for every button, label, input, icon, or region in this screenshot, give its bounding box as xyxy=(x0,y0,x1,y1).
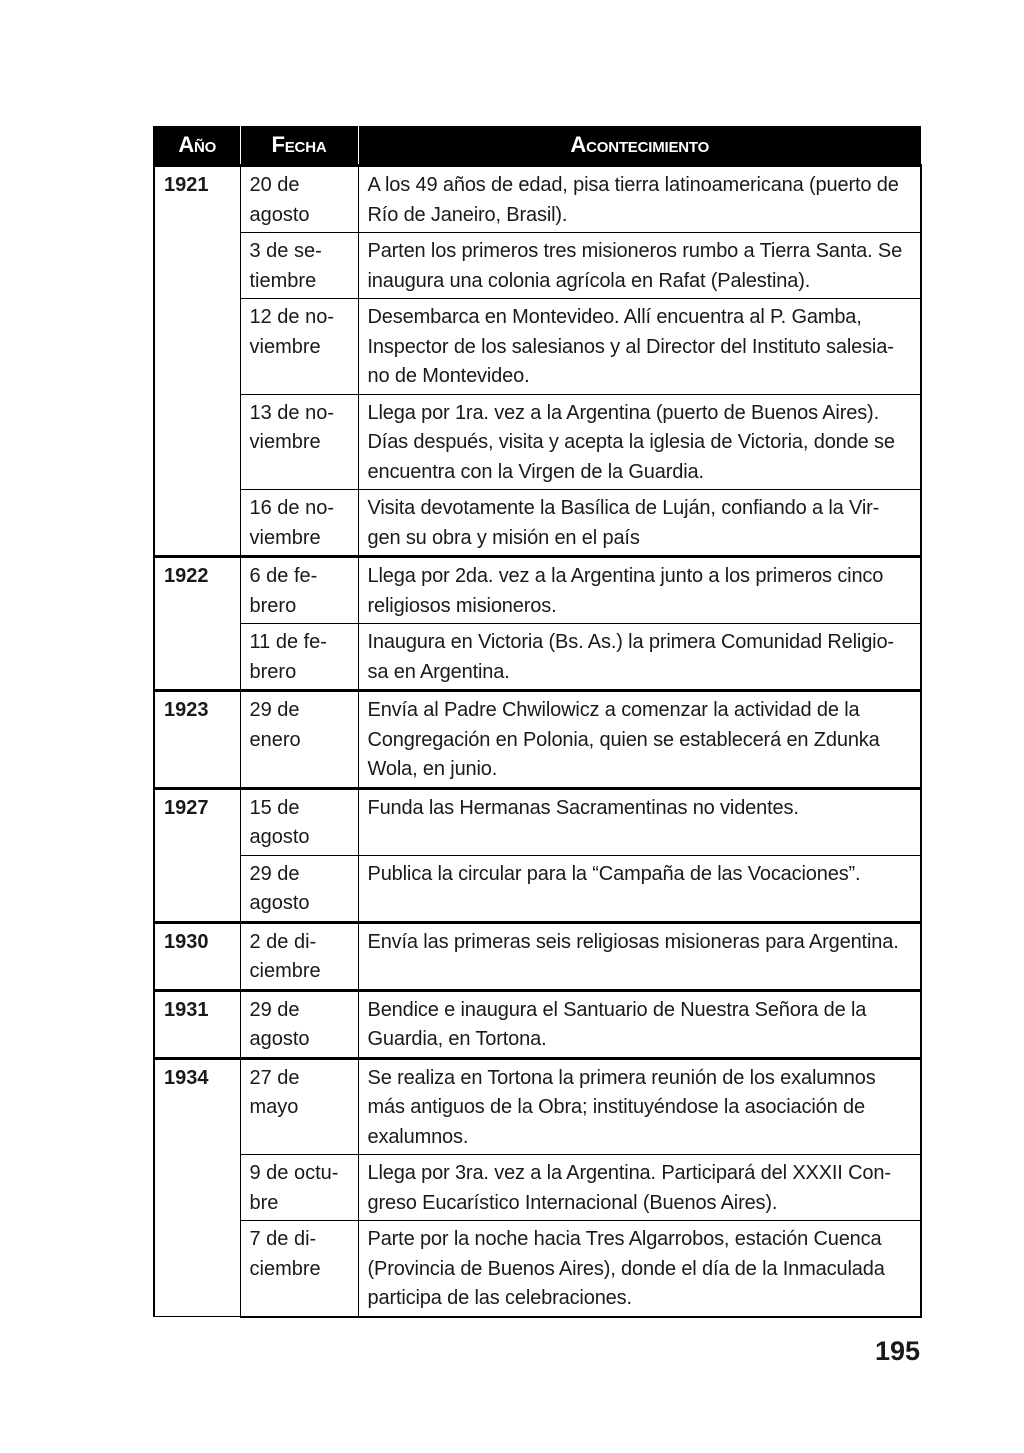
event-cell: Llega por 1ra. vez a la Argentina (puerto de Buenos Aires). Días después, visita y acepta la iglesia de Victoria, donde se encuentra con la Virgen de la Guardia. xyxy=(358,394,921,490)
header-event: Acontecimiento xyxy=(358,126,921,166)
date-cell: 27 de mayo xyxy=(240,1058,358,1155)
table-row xyxy=(154,490,921,557)
table-row xyxy=(154,990,921,1058)
table-row xyxy=(154,922,921,990)
event-cell: A los 49 años de edad, pisa tierra latinoamericana (puerto de Río de Janeiro, Brasil). xyxy=(358,166,921,233)
event-cell: Llega por 2da. vez a la Argentina junto a los primeros cinco religiosos misioneros. xyxy=(358,557,921,624)
date-cell: 7 de di-ciembre xyxy=(240,1221,358,1317)
event-cell: Se realiza en Tortona la primera reunión de los exalumnos más antiguos de la Obra; instituyéndose la asociación de exalumnos. xyxy=(358,1058,921,1155)
date-cell: 11 de fe-brero xyxy=(240,624,358,691)
date-cell: 15 de agosto xyxy=(240,788,358,855)
event-cell: Publica la circular para la “Campaña de las Vocaciones”. xyxy=(358,855,921,922)
table-header-row xyxy=(154,126,921,166)
table-row xyxy=(154,1221,921,1317)
date-cell: 29 de agosto xyxy=(240,855,358,922)
table-row xyxy=(154,1058,921,1155)
event-cell: Funda las Hermanas Sacramentinas no videntes. xyxy=(358,788,921,855)
table-row xyxy=(154,557,921,624)
event-cell: Envía al Padre Chwilowicz a comenzar la actividad de la Congregación en Polonia, quien se establecerá en Zdunka Wola, en junio. xyxy=(358,691,921,789)
date-cell: 3 de se-tiembre xyxy=(240,233,358,299)
year-cell: 1923 xyxy=(154,691,240,789)
date-cell: 29 de enero xyxy=(240,691,358,789)
event-cell: Desembarca en Montevideo. Allí encuentra al P. Gamba, Inspector de los salesianos y al Director del Instituto salesia-no de Montevideo. xyxy=(358,299,921,395)
table-row xyxy=(154,299,921,395)
year-cell: 1934 xyxy=(154,1058,240,1317)
table-row xyxy=(154,855,921,922)
year-cell: 1927 xyxy=(154,788,240,922)
date-cell: 9 de octu-bre xyxy=(240,1155,358,1221)
event-cell: Parte por la noche hacia Tres Algarrobos, estación Cuenca (Provincia de Buenos Aires), donde el día de la Inmaculada participa de las celebraciones. xyxy=(358,1221,921,1317)
year-cell: 1931 xyxy=(154,990,240,1058)
header-year: Año xyxy=(154,126,240,166)
table-row xyxy=(154,624,921,691)
date-cell: 29 de agosto xyxy=(240,990,358,1058)
date-cell: 13 de no-viembre xyxy=(240,394,358,490)
year-cell: 1922 xyxy=(154,557,240,691)
table-row xyxy=(154,788,921,855)
table-row xyxy=(154,1155,921,1221)
event-cell: Llega por 3ra. vez a la Argentina. Participará del XXXII Con-greso Eucarístico Internacional (Buenos Aires). xyxy=(358,1155,921,1221)
event-cell: Bendice e inaugura el Santuario de Nuestra Señora de la Guardia, en Tortona. xyxy=(358,990,921,1058)
table-row xyxy=(154,166,921,233)
year-cell: 1930 xyxy=(154,922,240,990)
header-date: Fecha xyxy=(240,126,358,166)
year-cell: 1921 xyxy=(154,166,240,557)
table-row xyxy=(154,691,921,789)
date-cell: 6 de fe-brero xyxy=(240,557,358,624)
date-cell: 20 de agosto xyxy=(240,166,358,233)
table-row xyxy=(154,394,921,490)
chronology-table xyxy=(153,126,922,1318)
date-cell: 16 de no-viembre xyxy=(240,490,358,557)
date-cell: 2 de di-ciembre xyxy=(240,922,358,990)
event-cell: Visita devotamente la Basílica de Luján, confiando a la Vir-gen su obra y misión en el país xyxy=(358,490,921,557)
event-cell: Parten los primeros tres misioneros rumbo a Tierra Santa. Se inaugura una colonia agrícola en Rafat (Palestina). xyxy=(358,233,921,299)
page-number: 195 xyxy=(874,1336,920,1366)
event-cell: Envía las primeras seis religiosas misioneras para Argentina. xyxy=(358,922,921,990)
table-row xyxy=(154,233,921,299)
date-cell: 12 de no-viembre xyxy=(240,299,358,395)
event-cell: Inaugura en Victoria (Bs. As.) la primera Comunidad Religio-sa en Argentina. xyxy=(358,624,921,691)
